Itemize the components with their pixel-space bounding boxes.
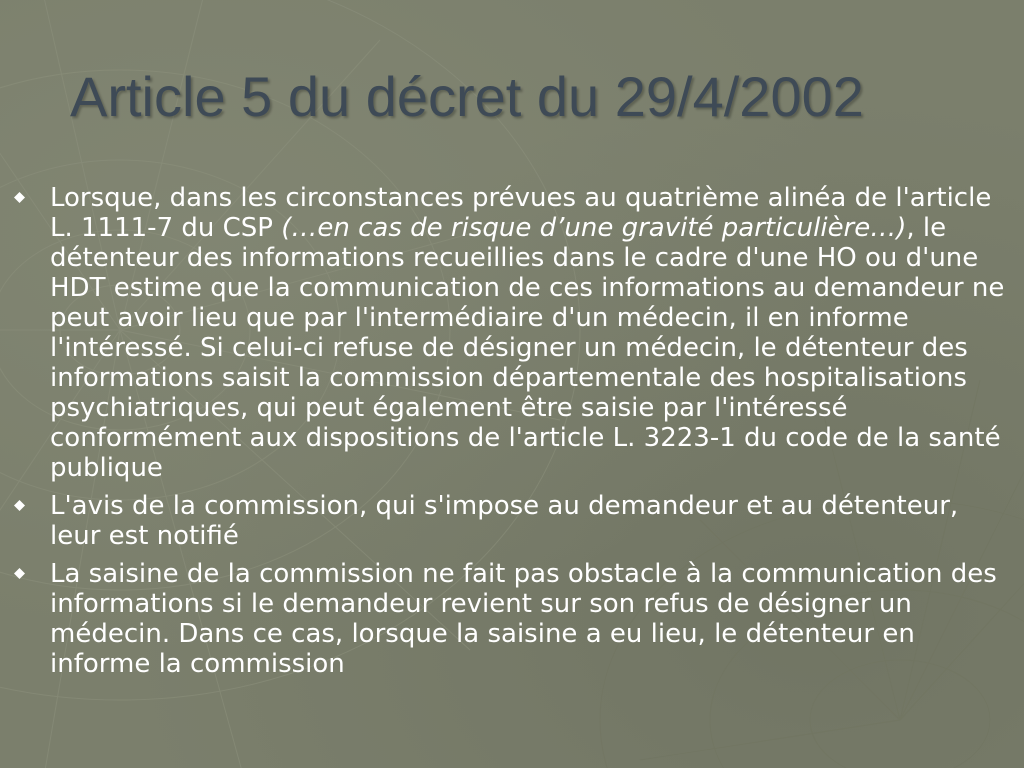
bullet-item xyxy=(14,183,1014,483)
bullet-text: , le détenteur des informations recueillies dans le cadre d'une HO ou d'une HDT estime que la communication de ces informations au demandeur ne peut avoir lieu que par l'intermédiaire d'un médecin, il en informe l'intéressé. Si celui-ci refuse de désigner un médecin, le détenteur des informations saisit la commission départementale des hospitalisations psychiatriques, qui peut également être saisie par l'intéressé conformément aux dispositions de l'article L. 3223-1 du code de la santé publique xyxy=(50,213,1005,483)
diamond-bullet-icon xyxy=(14,192,25,203)
bullet-list xyxy=(14,183,1014,687)
bullet-item xyxy=(14,491,1014,551)
bullet-text-italic: (…en cas de risque d’une gravité particulière…) xyxy=(281,213,907,243)
diamond-bullet-icon xyxy=(14,568,25,579)
bullet-text: Lorsque, dans les circonstances prévues au quatrième alinéa de l'article L. 1111-7 du CSP xyxy=(50,183,992,243)
bullet-text: La saisine de la commission ne fait pas obstacle à la communication des informations si le demandeur revient sur son refus de désigner un médecin. Dans ce cas, lorsque la saisine a eu lieu, le détenteur en informe la commission xyxy=(50,559,997,679)
bullet-item xyxy=(14,559,1014,679)
bullet-text: L'avis de la commission, qui s'impose au demandeur et au détenteur, leur est notifié xyxy=(50,491,959,551)
diamond-bullet-icon xyxy=(14,500,25,511)
slide-title: Article 5 du décret du 29/4/2002 xyxy=(70,65,864,128)
